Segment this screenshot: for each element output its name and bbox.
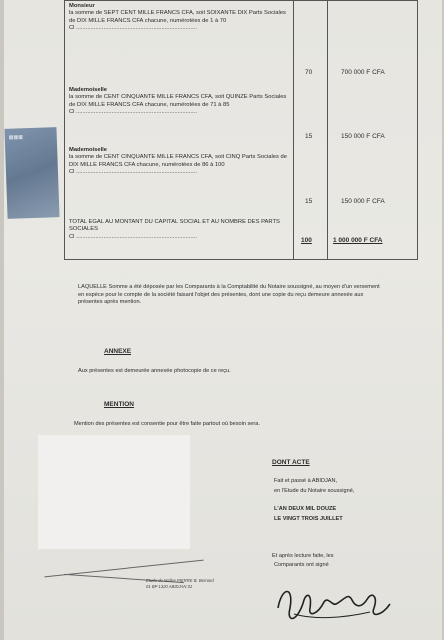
row-cl: Cl ........................................................................... [69, 25, 197, 32]
row-cl: Cl ........................................................................... [69, 169, 197, 176]
table-row [65, 147, 293, 177]
row-person: Mademoiselle [69, 87, 108, 93]
annexe-text: Aux présentes est demeurée annexée photocopie de ce reçu. [78, 368, 231, 374]
date-line-1: L'AN DEUX MIL DOUZE [274, 506, 337, 512]
capital-table [64, 0, 418, 260]
total-text: TOTAL EGAL AU MONTANT DU CAPITAL SOCIAL ET AU NOMBRE DES PARTS SOCIALES [69, 219, 280, 233]
dont-acte-heading: DONT ACTE [272, 459, 310, 466]
notary-stamp-line-2: 01 BP 1320 ABIDJAN 01 [146, 583, 193, 589]
mention-heading: MENTION [104, 401, 134, 408]
total-amount: 1 000 000 F CFA [333, 237, 383, 244]
laquelle-paragraph: LAQUELLE Somme a été déposée par les Comparants à la Comptabilité du Notaire soussigné, au moyen d'un versement en espèce pour le compte de la société faisant l'objet des présentes, dont une copie du reçu demeure annexée aux présentes après mention. [78, 284, 380, 306]
table-divider-2 [327, 1, 328, 259]
redacted-area [38, 435, 190, 549]
after-reading-line-2: Comparants ont signé [274, 562, 329, 568]
notary-signature [274, 578, 394, 628]
fiscal-stamp-pattern: ▦▦▦ [8, 134, 24, 141]
row-text: la somme de CENT CINQUANTE MILLE FRANCS CFA, soit CINQ Parts Sociales de DIX MILLE FRANCS CFA chacune, numérotées de 86 à 100 [69, 154, 287, 168]
row-amount: 150 000 F CFA [341, 198, 385, 205]
row-person: Mademoiselle [69, 147, 108, 153]
table-row [65, 3, 293, 33]
row-person: Monsieur [69, 3, 95, 9]
row-text: la somme de SEPT CENT MILLE FRANCS CFA, soit SOIXANTE DIX Parts Sociales de DIX MILLE FRANCS CFA chacune, numérotées de 1 à 70 [69, 10, 286, 24]
annexe-heading: ANNEXE [104, 348, 132, 355]
mention-text: Mention des présentes est consentie pour être faite partout où besoin sera. [74, 421, 260, 427]
fiscal-stamp [4, 127, 59, 219]
fait-line: Fait et passé à ABIDJAN, [274, 478, 338, 484]
total-cl: Cl ........................................................................... [69, 233, 197, 240]
notary-stamp [146, 578, 214, 589]
row-count: 70 [305, 69, 313, 76]
table-total-row [65, 219, 293, 241]
total-count: 100 [301, 237, 312, 244]
etude-line: en l'Etude du Notaire soussigné, [274, 488, 355, 494]
row-cl: Cl ........................................................................... [69, 109, 197, 116]
row-amount: 700 000 F CFA [341, 69, 385, 76]
table-divider-1 [293, 1, 294, 259]
table-row [65, 87, 293, 117]
document-page [4, 0, 442, 640]
row-text: la somme de CENT CINQUANTE MILLE FRANCS CFA, soit QUINZE Parts Sociales de DIX MILLE FRANCS CFA chacune, numérotées de 71 à 85 [69, 94, 287, 108]
row-count: 15 [305, 198, 313, 205]
date-line-2: LE VINGT TROIS JUILLET [274, 516, 343, 522]
row-amount: 150 000 F CFA [341, 133, 385, 140]
after-reading-line-1: Et après lecture faite, les [272, 553, 334, 559]
notary-stamp-line-1: Etude de Maître PIERRE B. Bernard [146, 578, 214, 583]
row-count: 15 [305, 133, 313, 140]
